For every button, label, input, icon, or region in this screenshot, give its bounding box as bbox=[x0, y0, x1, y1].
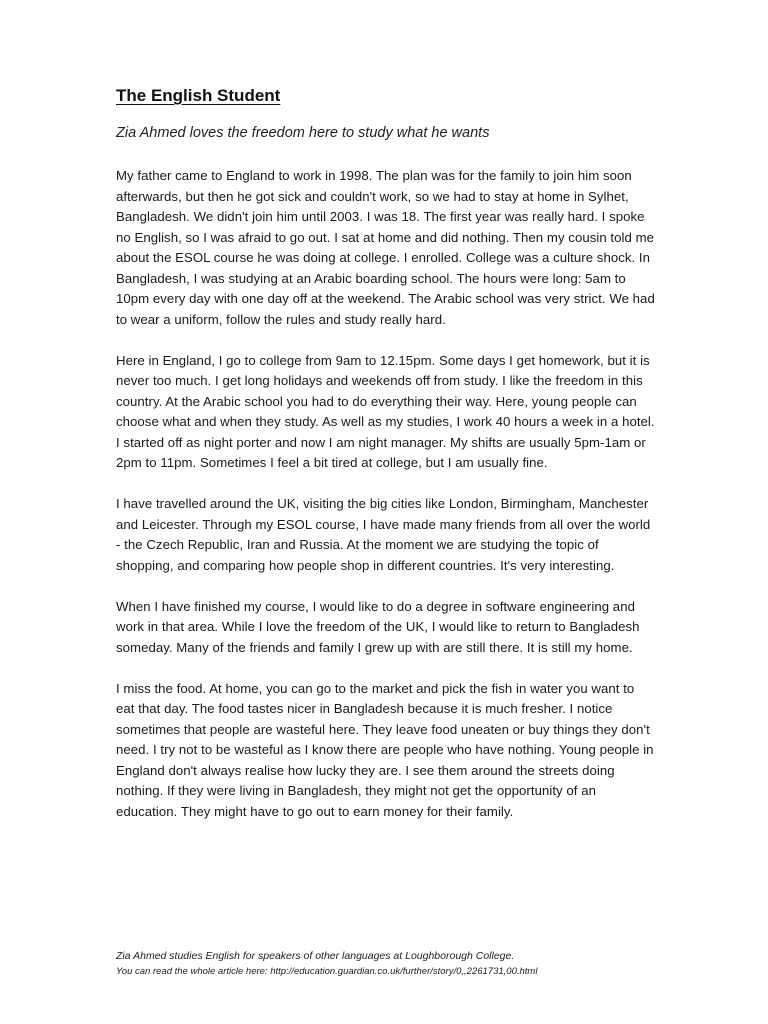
paragraph-5: I miss the food. At home, you can go to the market and pick the fish in water you want to eat that day. The food tastes nicer in Bangladesh because it is much fresher. I notice sometimes that people are wasteful here. They leave food uneaten or buy things they don't need. I try not to be wasteful as I know there are people who have nothing. Young people in England don't always realise how lucky they are. I see them around the streets doing nothing. If they were living in Bangladesh, they might not get the opportunity of an education. They might have to go out to earn money for their family. bbox=[116, 680, 654, 819]
document-page bbox=[116, 84, 656, 843]
footer-note: Zia Ahmed studies English for speakers of other languages at Loughborough College. bbox=[116, 950, 515, 962]
paragraph-2: Here in England, I go to college from 9am to 12.15pm. Some days I get homework, but it is never too much. I get long holidays and weekends off from study. I like the freedom in this country. At the Arabic school you had to do everything their way. Here, young people can choose what and when they study. As well as my studies, I work 40 hours a week in a hotel. I started off as night porter and now I am night manager. My shifts are usually 5pm-1am or 2pm to 11pm. Sometimes I feel a bit tired at college, but I am usually fine. bbox=[116, 352, 655, 470]
article-body bbox=[116, 166, 656, 822]
document-title: The English Student bbox=[116, 86, 281, 105]
paragraph-4: When I have finished my course, I would like to do a degree in software engineering and work in that area. While I love the freedom of the UK, I would like to return to Bangladesh someday. Many of the friends and family I grew up with are still there. It is still my home. bbox=[116, 598, 640, 655]
paragraph-3: I have travelled around the UK, visiting the big cities like London, Birmingham, Manchester and Leicester. Through my ESOL course, I have made many friends from all over the world - the Czech Republic, Iran and Russia. At the moment we are studying the topic of shopping, and comparing how people shop in different countries. It's very interesting. bbox=[116, 496, 651, 573]
document-footer bbox=[116, 948, 676, 979]
footer-source-link: You can read the whole article here: http://education.guardian.co.uk/further/story/0,,2261731,00.html bbox=[116, 966, 538, 977]
document-subtitle: Zia Ahmed loves the freedom here to study what he wants bbox=[116, 125, 490, 141]
paragraph-1: My father came to England to work in 1998. The plan was for the family to join him soon afterwards, but then he got sick and couldn't work, so we had to stay at home in Sylhet, Bangladesh. We didn't join him until 2003. I was 18. The first year was really hard. I spoke no English, so I was afraid to go out. I sat at home and did nothing. Then my cousin told me about the ESOL course he was doing at college. I enrolled. College was a culture shock. In Bangladesh, I was studying at an Arabic boarding school. The hours were long: 5am to 10pm every day with one day off at the weekend. The Arabic school was very strict. We had to wear a uniform, follow the rules and study really hard. bbox=[116, 168, 655, 327]
